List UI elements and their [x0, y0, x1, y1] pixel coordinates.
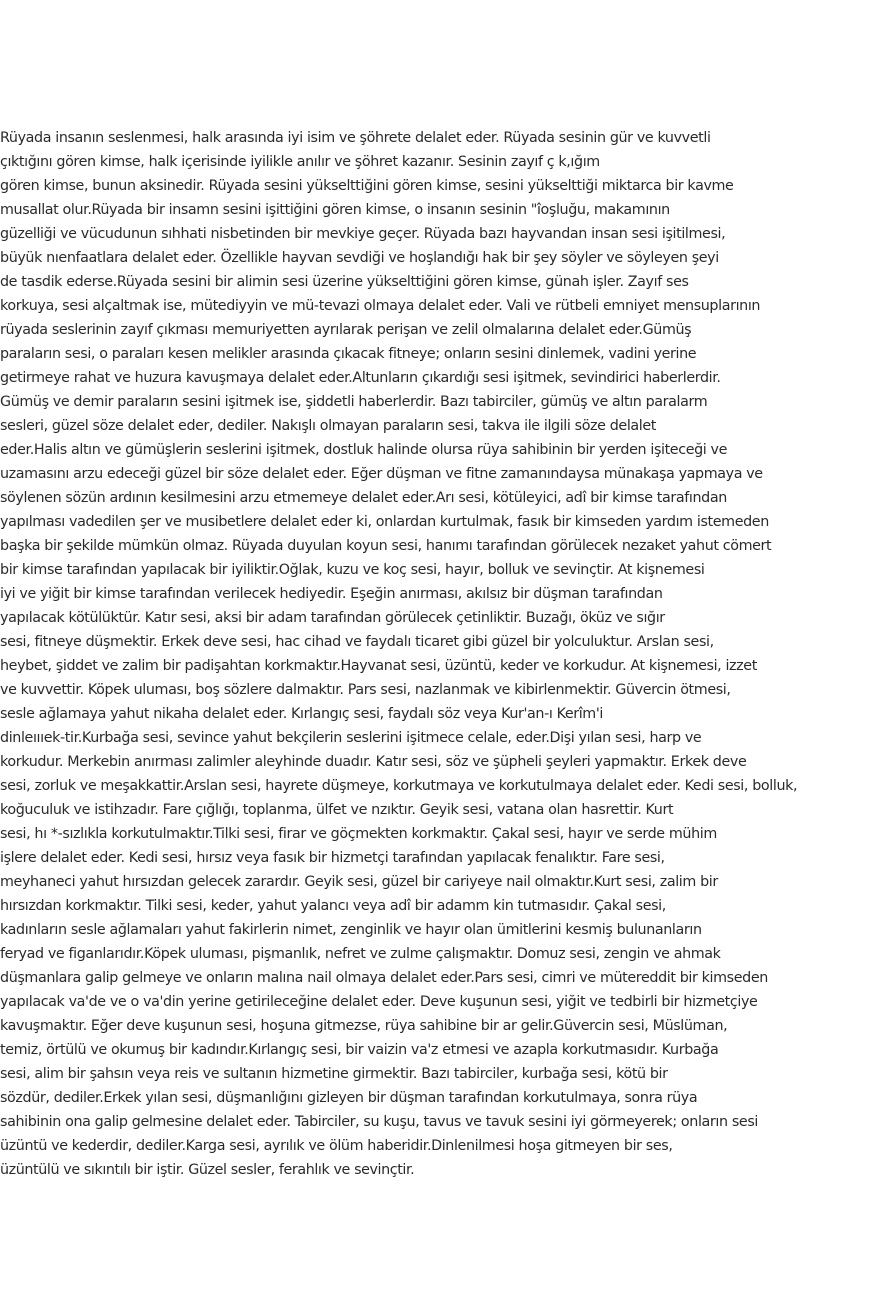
text-line: yapılacak va'de ve o va'din yerine getirileceğine delalet eder. Deve kuşunun sesi, yiğit ve tedbirli bir hizmetçiye	[0, 994, 758, 1010]
text-line: dinleıııek-tir.Kurbağa sesi, sevince yahut bekçilerin seslerini işitmece celale, eder.Dişi yılan sesi, harp ve	[0, 730, 702, 746]
text-line: sahibinin ona galip gelmesine delalet eder. Tabirciler, su kuşu, tavus ve tavuk sesini iyi görmeyerek; onların sesi	[0, 1114, 758, 1130]
text-line: eder.Halis altın ve gümüşlerin seslerini işitmek, dostluk halinde olursa rüya sahibinin bir yerden işiteceği ve	[0, 442, 728, 458]
text-line: yapılacak kötülüktür. Katır sesi, aksi bir adam tarafından görülecek çetinliktir. Buzağı, öküz ve sığır	[0, 610, 665, 626]
text-line: musallat olur.Rüyada bir insamn sesini işittiğini gören kimse, o insanın sesinin "îoşluğu, makamının	[0, 202, 670, 218]
text-line: heybet, şiddet ve zalim bir padişahtan korkmaktır.Hayvanat sesi, üzüntü, keder ve korkudur. At kişnemesi, izzet	[0, 658, 757, 674]
text-line: işlere delalet eder. Kedi sesi, hırsız veya fasık bir hizmetçi tarafından yapılacak fenalıktır. Fare sesi,	[0, 850, 665, 866]
text-line: Rüyada insanın seslenmesi, halk arasında iyi isim ve şöhrete delalet eder. Rüyada sesinin gür ve kuvvetli	[0, 130, 711, 146]
text-line: hırsızdan korkmaktır. Tilki sesi, keder, yahut yalancı veya adî bir adamm kin tutmasıdır. Çakal sesi,	[0, 898, 666, 914]
text-line: sesle ağlamaya yahut nikaha delalet eder. Kırlangıç sesi, faydalı söz veya Kur'an-ı Kerîm'i	[0, 706, 603, 722]
text-line: kavuşmaktır. Eğer deve kuşunun sesi, hoşuna gitmezse, rüya sahibine bir ar gelir.Güvercin sesi, Müslüman,	[0, 1018, 728, 1034]
text-line: sesleri, güzel söze delalet eder, dediler. Nakışlı olmayan paraların sesi, takva ile ilgili söze delalet	[0, 418, 656, 434]
text-line: söylenen sözün ardının kesilmesini arzu etmemeye delalet eder.Arı sesi, kötüleyici, adî bir kimse tarafından	[0, 490, 727, 506]
text-line: gören kimse, bunun aksinedir. Rüyada sesini yükselttiğini gören kimse, sesini yükselttiği miktarca bir kavme	[0, 178, 734, 194]
text-line: uzamasını arzu edeceği güzel bir söze delalet eder. Eğer düşman ve fitne zamanındaysa münakaşa yapmaya ve	[0, 466, 763, 482]
text-line: meyhaneci yahut hırsızdan gelecek zarardır. Geyik sesi, güzel bir cariyeye nail olmaktır.Kurt sesi, zalim bir	[0, 874, 718, 890]
text-line: güzelliği ve vücudunun sıhhati nisbetinden bir mevkiye geçer. Rüyada bazı hayvandan insan sesi işitilmesi,	[0, 226, 726, 242]
text-line: koğuculuk ve istihzadır. Fare çığlığı, toplanma, ülfet ve nzıktır. Geyik sesi, vatana olan hasrettir. Kurt	[0, 802, 674, 818]
text-line: sesi, zorluk ve meşakkattir.Arslan sesi, hayrete düşmeye, korkutmaya ve korkutulmaya delalet eder. Kedi sesi, bolluk,	[0, 778, 798, 794]
text-line: kadınların sesle ağlamaları yahut fakirlerin nimet, zenginlik ve hayır olan ümitlerini kesmiş bulunanların	[0, 922, 702, 938]
text-line: üzüntülü ve sıkıntılı bir iştir. Güzel sesler, ferahlık ve sevinçtir.	[0, 1162, 415, 1178]
text-line: çıktığını gören kimse, halk içerisinde iyilikle anılır ve şöhret kazanır. Sesinin zayıf ç k,ığım	[0, 154, 600, 170]
text-line: ve kuvvettir. Köpek uluması, boş sözlere dalmaktır. Pars sesi, nazlanmak ve kibirlenmektir. Güvercin ötmesi,	[0, 682, 731, 698]
text-line: üzüntü ve kederdir, dediler.Karga sesi, ayrılık ve ölüm haberidir.Dinlenilmesi hoşa gitmeyen bir ses,	[0, 1138, 673, 1154]
text-line: iyi ve yiğit bir kimse tarafından verilecek hediyedir. Eşeğin anırması, akılsız bir düşman tarafından	[0, 586, 663, 602]
text-line: yapılması vadedilen şer ve musibetlere delalet eder ki, onlardan kurtulmak, fasık bir kimseden yardım istemeden	[0, 514, 769, 530]
text-line: bir kimse tarafından yapılacak bir iyiliktir.Oğlak, kuzu ve koç sesi, hayır, bolluk ve sevinçtir. At kişnemesi	[0, 562, 705, 578]
text-line: paraların sesi, o paraları kesen melikler arasında çıkacak fitneye; onların sesini dinlemek, vadini yerine	[0, 346, 697, 362]
document-body	[0, 126, 880, 1182]
text-line: büyük nıenfaatlara delalet eder. Özellikle hayvan sevdiği ve hoşlandığı hak bir şey söyler ve söyleyen şeyi	[0, 250, 719, 266]
text-line: sesi, alim bir şahsın veya reis ve sultanın hizmetine girmektir. Bazı tabirciler, kurbağa sesi, kötü bir	[0, 1066, 668, 1082]
text-line: de tasdik ederse.Rüyada sesini bir alimin sesi üzerine yükselttiğini gören kimse, günah işler. Zayıf ses	[0, 274, 689, 290]
text-line: getirmeye rahat ve huzura kavuşmaya delalet eder.Altunların çıkardığı sesi işitmek, sevindirici haberlerdir.	[0, 370, 721, 386]
text-line: sesi, hı *-sızlıkla korkutulmaktır.Tilki sesi, firar ve göçmekten korkmaktır. Çakal sesi, hayır ve serde mühim	[0, 826, 717, 842]
text-line: rüyada seslerinin zayıf çıkması memuriyetten ayrılarak perişan ve zelil olmalarına delalet eder.Gümüş	[0, 322, 692, 338]
text-line: düşmanlara galip gelmeye ve onların malına nail olmaya delalet eder.Pars sesi, cimri ve mütereddit bir kimseden	[0, 970, 768, 986]
text-line: sözdür, dediler.Erkek yılan sesi, düşmanlığını gizleyen bir düşman tarafından korkutulmaya, sonra rüya	[0, 1090, 698, 1106]
text-line: Gümüş ve demir paraların sesini işitmek ise, şiddetli haberlerdir. Bazı tabirciler, gümüş ve altın paralarm	[0, 394, 708, 410]
text-line: sesi, fitneye düşmektir. Erkek deve sesi, hac cihad ve faydalı ticaret gibi güzel bir yolculuktur. Arslan sesi,	[0, 634, 714, 650]
text-line: korkudur. Merkebin anırması zalimler aleyhinde duadır. Katır sesi, söz ve şüpheli şeyleri yapmaktır. Erkek deve	[0, 754, 747, 770]
text-line: korkuya, sesi alçaltmak ise, mütediyyin ve mü-tevazi olmaya delalet eder. Vali ve rütbeli emniyet mensuplarının	[0, 298, 761, 314]
text-line: feryad ve figanlarıdır.Köpek uluması, pişmanlık, nefret ve zulme çalışmaktır. Domuz sesi, zengin ve ahmak	[0, 946, 721, 962]
text-line: başka bir şekilde mümkün olmaz. Rüyada duyulan koyun sesi, hanımı tarafından görülecek nezaket yahut cömert	[0, 538, 772, 554]
text-line: temiz, örtülü ve okumuş bir kadındır.Kırlangıç sesi, bir vaizin va'z etmesi ve azapla korkutmasıdır. Kurbağa	[0, 1042, 719, 1058]
